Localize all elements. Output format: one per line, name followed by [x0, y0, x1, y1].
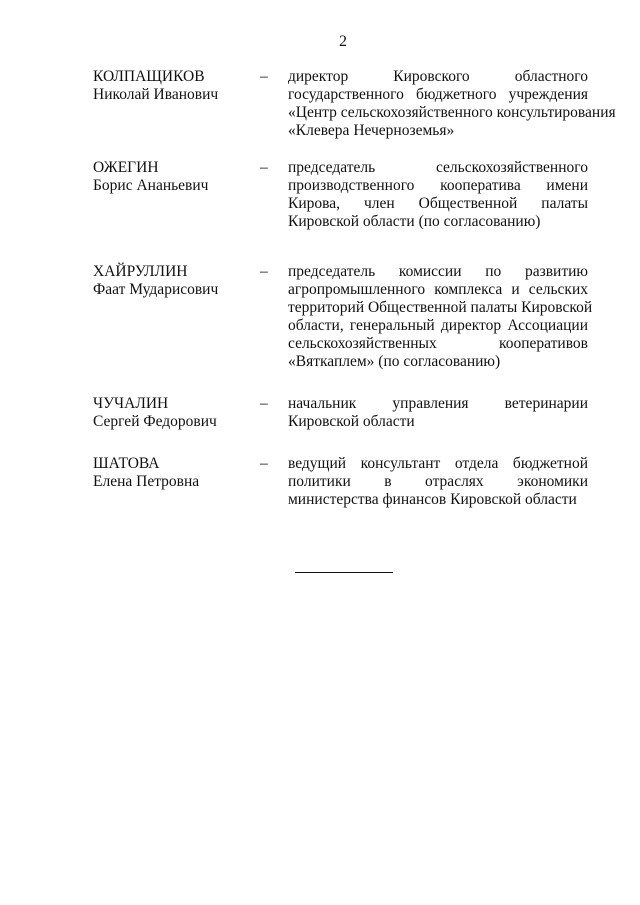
position-line: территорий Общественной палаты Кировской — [288, 299, 593, 316]
member-position — [288, 159, 588, 231]
position-line: сельскохозяйственных кооперативов — [288, 335, 588, 352]
member-surname: КОЛПАЩИКОВ — [93, 68, 205, 85]
position-line: производственного кооператива имени — [288, 177, 588, 194]
position-line: председатель сельскохозяйственного — [288, 159, 588, 176]
member-position — [288, 455, 588, 509]
position-line: государственного бюджетного учреждения — [288, 86, 588, 103]
member-name — [93, 395, 217, 431]
position-line: «Клевера Нечерноземья» — [288, 122, 455, 139]
member-position — [288, 395, 588, 431]
member-name — [93, 159, 208, 195]
member-given-name: Фаат Мударисович — [93, 281, 219, 298]
position-line: директор Кировского областного — [288, 68, 588, 85]
dash-separator: – — [260, 159, 268, 176]
position-line: Кировской области — [288, 413, 415, 430]
member-given-name: Елена Петровна — [93, 473, 200, 490]
position-line: ведущий консультант отдела бюджетной — [288, 455, 588, 472]
position-line: политики в отраслях экономики — [288, 473, 588, 490]
position-line: Кирова, член Общественной палаты — [288, 195, 588, 212]
member-name — [93, 68, 218, 104]
position-line: министерства финансов Кировской области — [288, 491, 577, 508]
closing-rule — [295, 572, 393, 573]
member-surname: ХАЙРУЛЛИН — [93, 263, 188, 280]
position-line: «Центр сельскохозяйственного консультирования — [288, 104, 616, 121]
dash-separator: – — [260, 395, 268, 412]
member-position — [288, 263, 593, 371]
dash-separator: – — [260, 68, 268, 85]
member-position — [288, 68, 616, 140]
member-surname: ОЖЕГИН — [93, 159, 159, 176]
position-line: начальник управления ветеринарии — [288, 395, 588, 412]
member-name — [93, 455, 199, 491]
member-name — [93, 263, 218, 299]
member-given-name: Борис Ананьевич — [93, 177, 209, 194]
position-line: области, генеральный директор Ассоциации — [288, 317, 588, 334]
position-line: «Вяткаплем» (по согласованию) — [288, 353, 501, 370]
member-surname: ЧУЧАЛИН — [93, 395, 169, 412]
member-given-name: Сергей Федорович — [93, 413, 217, 430]
dash-separator: – — [260, 263, 268, 280]
page-number: 2 — [339, 33, 347, 50]
member-given-name: Николай Иванович — [93, 86, 219, 103]
dash-separator: – — [260, 455, 268, 472]
position-line: Кировской области (по согласованию) — [288, 213, 541, 230]
member-surname: ШАТОВА — [93, 455, 160, 472]
position-line: председатель комиссии по развитию — [288, 263, 588, 280]
position-line: агропромышленного комплекса и сельских — [288, 281, 588, 298]
